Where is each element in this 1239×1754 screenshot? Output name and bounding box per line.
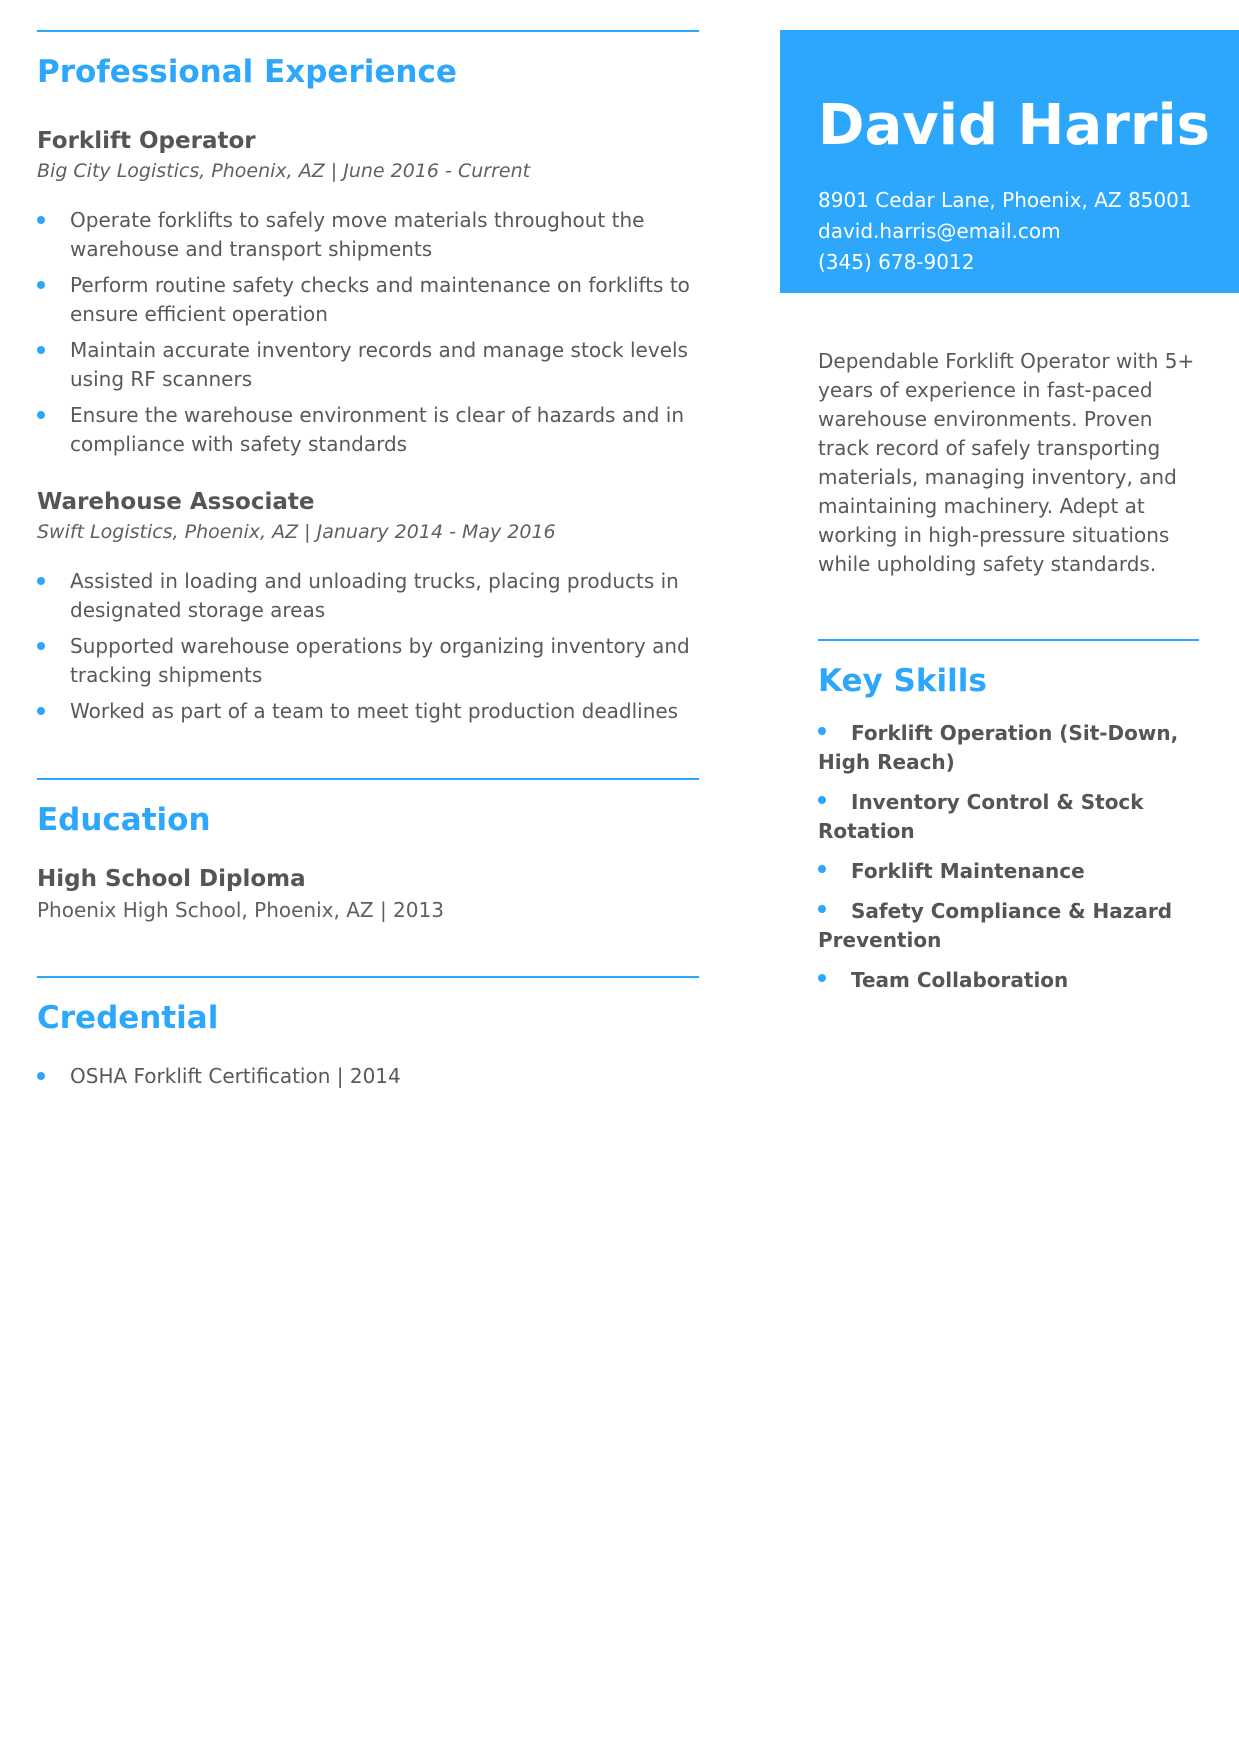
left-column (37, 30, 699, 1091)
skills-section (818, 639, 1199, 1006)
right-column (780, 30, 1239, 992)
professional-summary: Dependable Forklift Operator with 5+ years of experience in fast-paced warehouse environments. Proven track record of safely transporting materials, managing inventory, and maintaining machinery. Adept at working in high-pressure situations while upholding safety standards. (818, 349, 1195, 576)
job-bullet: Maintain accurate inventory records and manage stock levels using RF scanners (37, 336, 699, 394)
experience-heading: Professional Experience (37, 54, 457, 90)
job-title: Warehouse Associate (37, 489, 315, 515)
candidate-name: David Harris (818, 93, 1210, 158)
experience-section (37, 30, 699, 726)
job-bullet: Operate forklifts to safely move materials throughout the warehouse and transport shipments (37, 206, 699, 264)
education-heading: Education (37, 802, 211, 838)
credential-item: OSHA Forklift Certification | 2014 (37, 1062, 699, 1091)
job-entry (37, 487, 699, 726)
job-bullet: Ensure the warehouse environment is clear of hazards and in compliance with safety standards (37, 401, 699, 459)
job-bullet: Assisted in loading and unloading trucks, placing products in designated storage areas (37, 567, 699, 625)
skills-heading: Key Skills (818, 663, 987, 699)
skill-item: Inventory Control & Stock Rotation (818, 788, 1199, 846)
job-bullet: Worked as part of a team to meet tight production deadlines (37, 697, 699, 726)
job-bullet: Supported warehouse operations by organizing inventory and tracking shipments (37, 632, 699, 690)
contact-header (780, 30, 1239, 293)
credential-section (37, 976, 699, 1091)
job-meta: Swift Logistics, Phoenix, AZ | January 2014 - May 2016 (37, 521, 556, 543)
skill-item: Safety Compliance & Hazard Prevention (818, 897, 1199, 955)
credential-heading: Credential (37, 1000, 219, 1036)
job-bullet: Perform routine safety checks and maintenance on forklifts to ensure efficient operation (37, 271, 699, 329)
school-info: Phoenix High School, Phoenix, AZ | 2013 (37, 898, 444, 922)
job-meta: Big City Logistics, Phoenix, AZ | June 2016 - Current (37, 160, 531, 182)
credential-list (37, 1062, 699, 1091)
job-entry (37, 126, 699, 459)
skill-item: Forklift Operation (Sit-Down, High Reach) (818, 719, 1199, 777)
email-text: david.harris@email.com (818, 219, 1061, 243)
job-bullets (37, 206, 699, 459)
skill-item: Team Collaboration (818, 966, 1199, 995)
degree-title: High School Diploma (37, 866, 306, 892)
address-text: 8901 Cedar Lane, Phoenix, AZ 85001 (818, 188, 1192, 212)
skills-list (818, 719, 1199, 995)
skill-item: Forklift Maintenance (818, 857, 1199, 886)
phone-text: (345) 678-9012 (818, 250, 975, 274)
education-section (37, 778, 699, 924)
job-bullets (37, 567, 699, 726)
contact-details (818, 185, 1239, 278)
job-title: Forklift Operator (37, 128, 256, 154)
